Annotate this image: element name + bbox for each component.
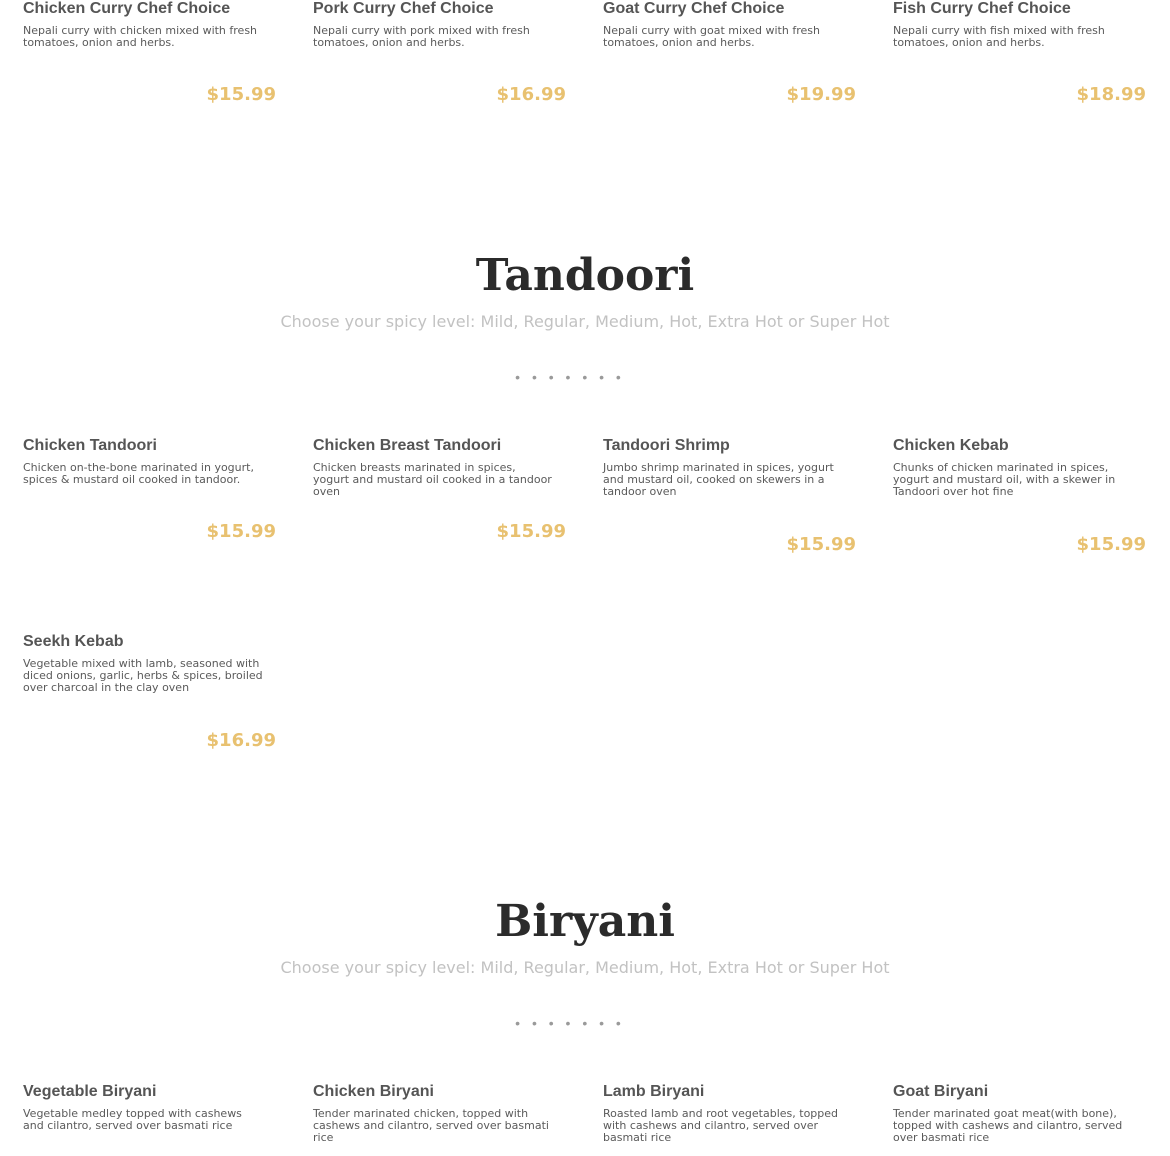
item-name: Chicken Tandoori xyxy=(23,437,157,454)
item-description: Nepali curry with pork mixed with fresh tomatoes, onion and herbs. xyxy=(313,24,530,49)
menu-item-chicken-breast-tandoori xyxy=(313,437,575,557)
item-name: Seekh Kebab xyxy=(23,633,124,650)
menu-item-goat-curry xyxy=(603,0,865,110)
item-price: $18.99 xyxy=(1076,84,1146,105)
item-name: Chicken Breast Tandoori xyxy=(313,437,502,454)
item-description: Vegetable medley topped with cashews and cilantro, served over basmati rice xyxy=(23,1107,242,1132)
menu-item-fish-curry xyxy=(893,0,1155,110)
item-price: $15.99 xyxy=(1076,534,1146,555)
item-price: $16.99 xyxy=(206,730,276,751)
item-description: Chicken breasts marinated in spices, yogurt and mustard oil cooked in a tandoor oven xyxy=(313,461,552,498)
menu-item-vegetable-biryani xyxy=(23,1083,285,1153)
section-title-biryani: Biryani xyxy=(495,896,675,947)
section-divider: • • • • • • • xyxy=(515,369,625,385)
menu-item-chicken-tandoori xyxy=(23,437,285,557)
item-price: $16.99 xyxy=(496,84,566,105)
menu-item-chicken-kebab xyxy=(893,437,1155,567)
menu-item-lamb-biryani xyxy=(603,1083,865,1153)
menu-item-seekh-kebab xyxy=(23,633,285,763)
menu-item-tandoori-shrimp xyxy=(603,437,865,567)
item-name: Pork Curry Chef Choice xyxy=(313,0,494,17)
item-description: Jumbo shrimp marinated in spices, yogurt and mustard oil, cooked on skewers in a tandoor oven xyxy=(603,461,834,498)
item-price: $15.99 xyxy=(206,84,276,105)
item-description: Tender marinated goat meat(with bone), topped with cashews and cilantro, served over basmati rice xyxy=(893,1107,1123,1144)
section-subtitle: Choose your spicy level: Mild, Regular, Medium, Hot, Extra Hot or Super Hot xyxy=(280,958,890,977)
item-price: $15.99 xyxy=(206,521,276,542)
item-price: $15.99 xyxy=(496,521,566,542)
item-name: Lamb Biryani xyxy=(603,1083,705,1100)
item-price: $19.99 xyxy=(786,84,856,105)
item-description: Roasted lamb and root vegetables, topped with cashews and cilantro, served over basmati rice xyxy=(603,1107,839,1144)
item-name: Vegetable Biryani xyxy=(23,1083,157,1100)
item-description: Tender marinated chicken, topped with cashews and cilantro, served over basmati rice xyxy=(313,1107,549,1144)
section-divider: • • • • • • • xyxy=(515,1015,625,1031)
menu-item-pork-curry xyxy=(313,0,575,110)
item-name: Goat Curry Chef Choice xyxy=(603,0,785,17)
item-name: Chicken Curry Chef Choice xyxy=(23,0,231,17)
menu-item-chicken-curry xyxy=(23,0,285,110)
item-description: Chunks of chicken marinated in spices, yogurt and mustard oil, with a skewer in Tandoori over hot fine xyxy=(893,461,1116,498)
item-name: Goat Biryani xyxy=(893,1083,989,1100)
item-name: Chicken Kebab xyxy=(893,437,1009,454)
item-description: Vegetable mixed with lamb, seasoned with diced onions, garlic, herbs & spices, broiled over charcoal in the clay oven xyxy=(23,657,263,694)
item-name: Fish Curry Chef Choice xyxy=(893,0,1071,17)
item-description: Nepali curry with goat mixed with fresh tomatoes, onion and herbs. xyxy=(603,24,820,49)
item-description: Chicken on-the-bone marinated in yogurt, spices & mustard oil cooked in tandoor. xyxy=(23,461,254,486)
section-title-tandoori: Tandoori xyxy=(475,250,695,301)
item-description: Nepali curry with chicken mixed with fresh tomatoes, onion and herbs. xyxy=(23,24,258,49)
item-price: $15.99 xyxy=(786,534,856,555)
menu-item-chicken-biryani xyxy=(313,1083,575,1153)
item-name: Tandoori Shrimp xyxy=(603,437,730,454)
menu-item-goat-biryani xyxy=(893,1083,1155,1153)
item-name: Chicken Biryani xyxy=(313,1083,434,1100)
item-description: Nepali curry with fish mixed with fresh tomatoes, onion and herbs. xyxy=(893,24,1105,49)
section-subtitle: Choose your spicy level: Mild, Regular, Medium, Hot, Extra Hot or Super Hot xyxy=(280,312,890,331)
